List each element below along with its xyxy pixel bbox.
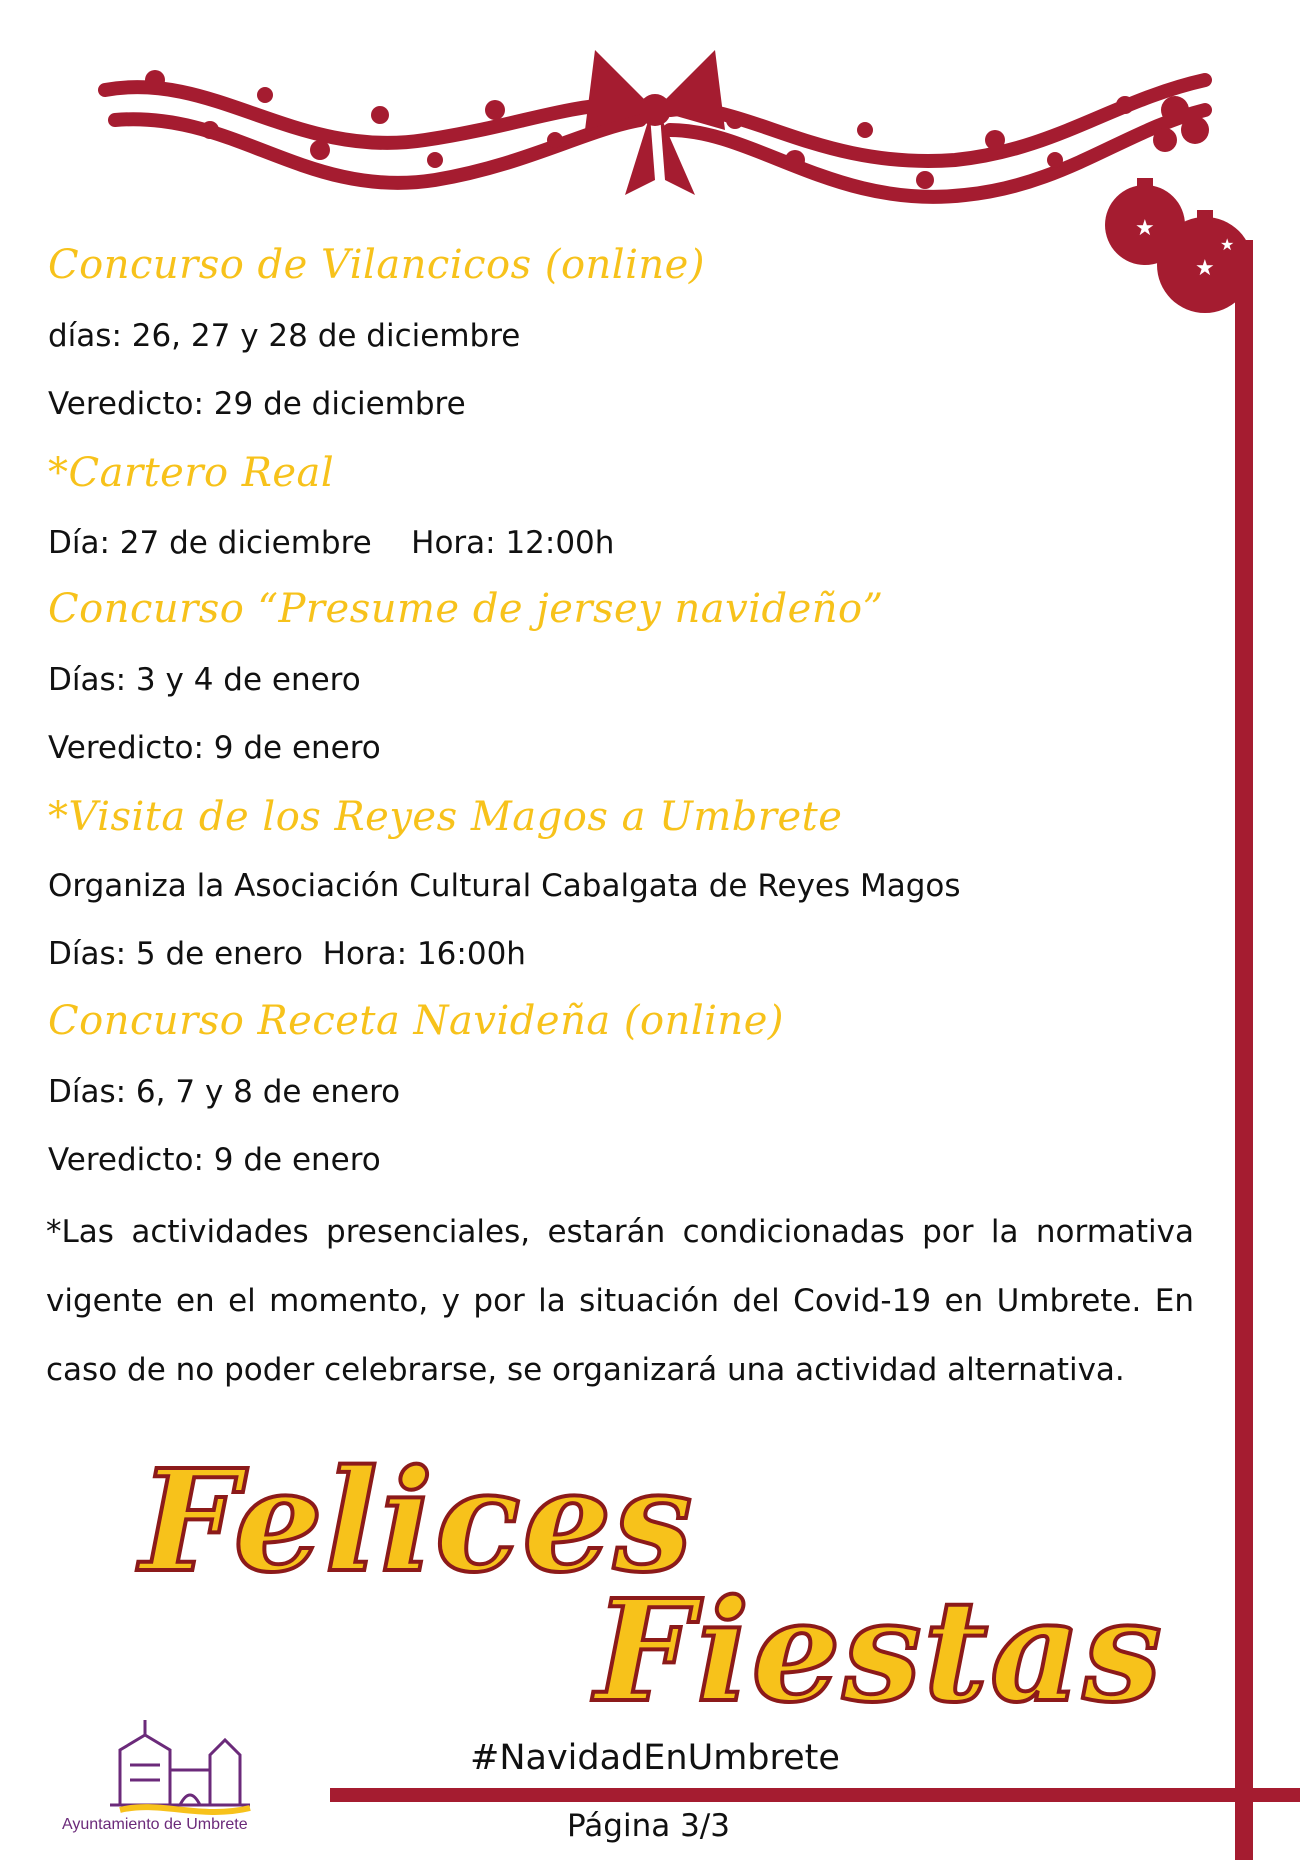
event-verdict-vilancicos: Veredicto: 29 de diciembre <box>48 386 466 422</box>
town-hall-logo-icon <box>100 1710 260 1820</box>
bow-icon <box>585 50 725 195</box>
logo-caption: Ayuntamiento de Umbrete <box>62 1816 248 1833</box>
event-title-receta: Concurso Receta Navideña (online) <box>48 998 784 1044</box>
greeting-word-felices: Felices <box>140 1440 695 1604</box>
event-days-jersey: Días: 3 y 4 de enero <box>48 662 361 698</box>
event-days-receta: Días: 6, 7 y 8 de enero <box>48 1074 401 1110</box>
covid-note: *Las actividades presenciales, estarán condicionadas por la normativa vigente en el momento, y por la situación del Covid-19 en Umbrete. En caso de no poder celebrarse, se organizará una actividad alternativa. <box>46 1214 1194 1388</box>
border-horizontal-line <box>330 1788 1300 1802</box>
event-days-vilancicos: días: 26, 27 y 28 de diciembre <box>48 318 521 354</box>
event-organizer-reyes: Organiza la Asociación Cultural Cabalgata de Reyes Magos <box>48 868 961 904</box>
event-title-reyes: *Visita de los Reyes Magos a Umbrete <box>48 794 843 840</box>
greeting-word-fiestas: Fiestas <box>595 1570 1164 1734</box>
event-title-cartero: *Cartero Real <box>48 450 335 496</box>
svg-text:★: ★ <box>1220 235 1235 254</box>
event-verdict-jersey: Veredicto: 9 de enero <box>48 730 381 766</box>
event-days-reyes: Días: 5 de enero Hora: 16:00h <box>48 936 526 972</box>
svg-text:★: ★ <box>1195 256 1215 281</box>
ornament-icon <box>1105 96 1253 313</box>
event-day-cartero: Día: 27 de diciembre Hora: 12:00h <box>48 525 615 561</box>
border-vertical-line <box>1235 240 1253 1860</box>
event-title-jersey: Concurso “Presume de jersey navideño” <box>48 586 884 632</box>
hashtag: #NavidadEnUmbrete <box>470 1738 840 1778</box>
page-number: Página 3/3 <box>567 1808 730 1844</box>
event-verdict-receta: Veredicto: 9 de enero <box>48 1142 381 1178</box>
svg-text:★: ★ <box>1135 216 1155 241</box>
event-title-vilancicos: Concurso de Vilancicos (online) <box>48 242 705 288</box>
